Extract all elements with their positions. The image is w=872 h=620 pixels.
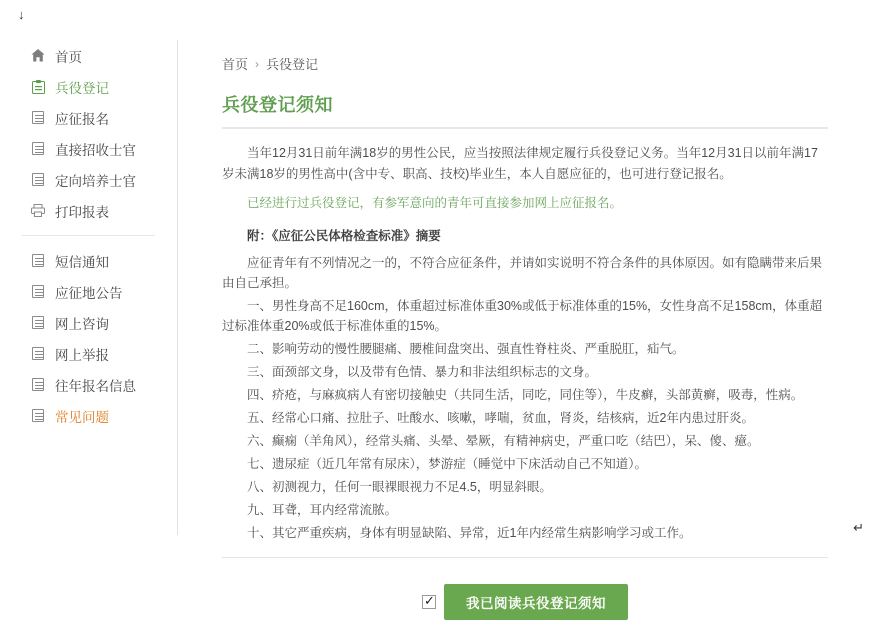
sidebar-item-faq[interactable] [0,400,177,431]
sidebar-item-online-consult[interactable] [0,307,177,338]
sidebar-item-targeted-nco-training[interactable] [0,164,177,195]
confirm-row [222,584,828,620]
content-divider [222,557,828,558]
confirm-read-button[interactable]: 我已阅读兵役登记须知 [444,584,628,620]
sidebar-divider [22,235,155,236]
attachment-intro: 应征青年有不列情况之一的，不符合应征条件，并请如实说明不符合条件的具体原因。如有隐瞒带来后果由自己承担。 [222,256,823,290]
condition-item: 五、经常心口痛、拉肚子、吐酸水、咳嗽，哮喘，贫血，肾炎，结核病，近2年内患过肝炎。 [247,411,754,425]
sidebar [0,40,178,535]
sidebar-item-label: 应征报名 [55,111,109,127]
sidebar-item-label: 应征地公告 [55,285,123,301]
document-icon [30,110,46,126]
sidebar-item-label: 兵役登记 [55,80,109,96]
document-icon [30,284,46,300]
breadcrumb-separator-icon: › [255,56,260,71]
sidebar-item-enlistment-announcement[interactable] [0,276,177,307]
document-icon [30,141,46,157]
sidebar-item-label: 常见问题 [55,409,109,425]
condition-item: 九、耳聋，耳内经常流脓。 [247,503,398,517]
sidebar-item-enlistment-signup[interactable] [0,102,177,133]
sidebar-item-label: 打印报表 [55,204,109,220]
read-notice-checkbox[interactable] [422,595,436,609]
notice-paragraph: 当年12月31日前年满18岁的男性公民，应当按照法律规定履行兵役登记义务。当年12月31日以前年满17岁未满18岁的男性高中(含中专、职高、技校)毕业生，本人自愿应征的，也可进行登记报名。 [222,146,818,181]
document-icon [30,253,46,269]
condition-item: 二、影响劳动的慢性腰腿痛、腰椎间盘突出、强直性脊柱炎、严重脱肛，疝气。 [247,342,685,356]
condition-item: 八、初测视力，任何一眼裸眼视力不足4.5，明显斜眼。 [247,480,552,494]
sidebar-item-print-forms[interactable] [0,195,177,226]
notice-paragraph-highlight: 已经进行过兵役登记，有参军意向的青年可直接参加网上应征报名。 [247,196,623,210]
document-icon [30,377,46,393]
bottom-arrow-marker: ↵ [853,520,864,535]
condition-item: 六、癫痫（羊角风），经常头痛、头晕、晕厥，有精神病史，严重口吃（结巴），呆、傻、癔。 [247,434,760,448]
sidebar-item-label: 网上咨询 [55,316,109,332]
breadcrumb-home[interactable]: 首页 [222,57,249,72]
sidebar-item-label: 短信通知 [55,254,109,270]
condition-item: 一、男性身高不足160cm，体重超过标准体重30%或低于标准体重的15%，女性身高不足158cm，体重超过标准体重20%或低于标准体重的15%。 [222,299,823,333]
condition-item: 十、其它严重疾病，身体有明显缺陷、异常，近1年内经常生病影响学习或工作。 [247,526,692,540]
title-divider [222,127,828,129]
top-arrow-marker: ↓ [18,7,25,22]
home-icon [30,48,46,64]
document-icon [30,408,46,424]
sidebar-item-label: 网上举报 [55,347,109,363]
sidebar-item-military-registration[interactable] [0,71,177,102]
sidebar-item-past-year-info[interactable] [0,369,177,400]
sidebar-item-label: 直接招收士官 [55,142,136,158]
document-icon [30,346,46,362]
document-icon [30,172,46,188]
printer-icon [30,203,46,219]
sidebar-item-home[interactable] [0,40,177,71]
page-title: 兵役登记须知 [222,95,333,115]
main-content [178,40,872,611]
document-icon [30,315,46,331]
sidebar-item-sms-notice[interactable] [0,245,177,276]
condition-item: 三、面颈部文身，以及带有色情、暴力和非法组织标志的文身。 [247,365,598,379]
clipboard-icon [30,79,46,95]
sidebar-item-label: 首页 [55,49,82,65]
sidebar-item-label: 往年报名信息 [55,378,136,394]
attachment-title: 附：《应征公民体格检查标准》摘要 [247,229,441,243]
breadcrumb-current[interactable]: 兵役登记 [266,57,319,72]
sidebar-nav-list [0,40,177,431]
breadcrumb [200,50,850,73]
condition-item: 七、遗尿症（近几年常有尿床），梦游症（睡觉中下床活动自己不知道）。 [247,457,648,471]
condition-item: 四、疥疮，与麻疯病人有密切接触史（共同生活，同吃，同住等），牛皮癣，头部黄癣，吸毒，性病。 [247,388,804,402]
sidebar-item-online-report[interactable] [0,338,177,369]
sidebar-item-direct-nco-recruit[interactable] [0,133,177,164]
sidebar-item-label: 定向培养士官 [55,173,136,189]
notice-body [222,143,828,620]
